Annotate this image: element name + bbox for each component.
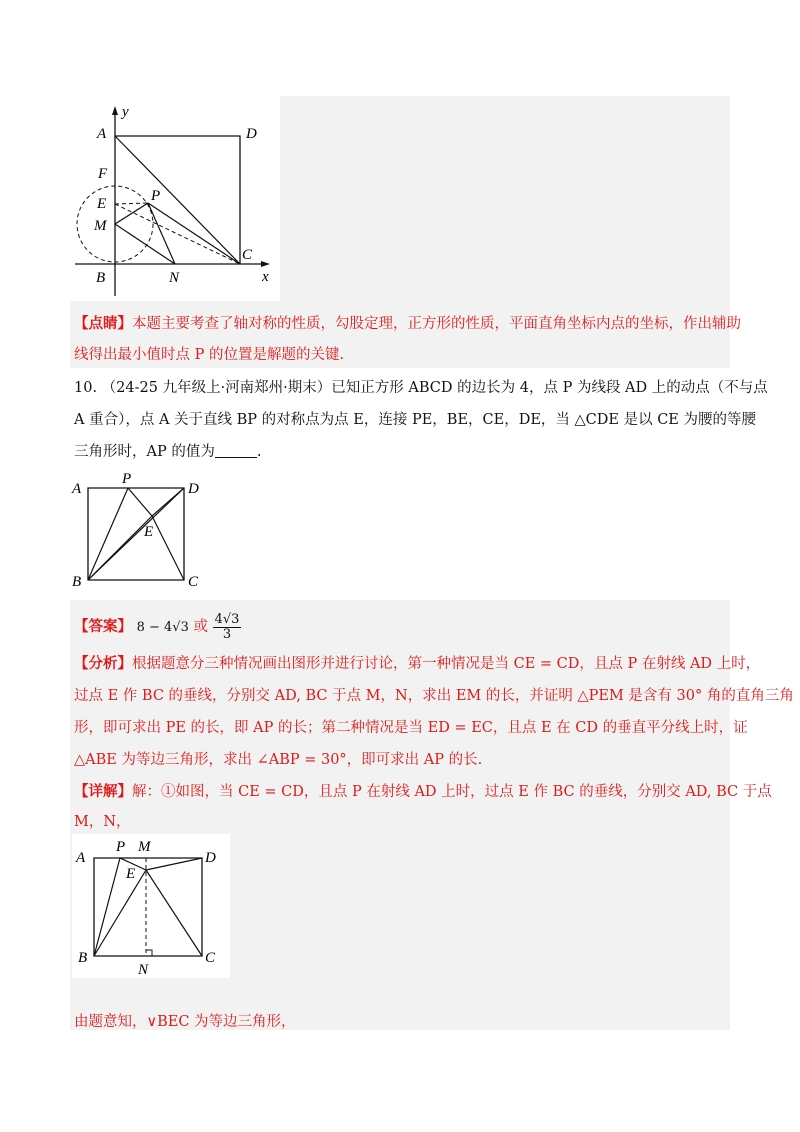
answer-blank: [215, 443, 257, 458]
detail-tag: 【详解】: [74, 783, 132, 800]
answer-or: 或: [193, 619, 208, 635]
label-C: C: [242, 247, 253, 263]
detail-conclusion: 由题意知，∨BEC 为等边三角形，: [74, 1014, 296, 1030]
comment-text-1: 本题主要考查了轴对称的性质，勾股定理，正方形的性质，平面直角坐标内点的坐标，作出辅助: [132, 316, 741, 332]
label-B: B: [96, 270, 106, 286]
detail-text-1: 解：①如图，当 CE = CD，且点 P 在射线 AD 上时，过点 E 作 BC 的垂线，分别交 AD, BC 于点: [132, 784, 772, 800]
analysis-line-2: 过点 E 作 BC 的垂线，分别交 AD, BC 于点 M，N，求出 EM 的长，并证明 △PEM 是含有 30° 角的直角三角: [74, 688, 794, 704]
label-P: P: [151, 188, 161, 204]
fig1-label-A: A: [72, 481, 82, 497]
problem-line-1: 10. （24-25 九年级上·河南郑州·期末）已知正方形 ABCD 的边长为 4，点 P 为线段 AD 上的动点（不与点: [74, 380, 768, 396]
answer-part1: 8 − 4√3: [136, 620, 189, 635]
label-A: A: [97, 126, 107, 142]
detail-figure: [72, 834, 230, 978]
answer-frac-den: 3: [222, 626, 232, 642]
fig1-label-B: B: [72, 574, 82, 590]
label-D: D: [246, 126, 257, 142]
detail-line-2: M，N，: [74, 814, 131, 830]
fig1-label-P: P: [122, 471, 132, 487]
fig1-label-C: C: [188, 574, 199, 590]
answer-frac-num: 4√3: [214, 611, 240, 627]
coordinate-figure: [70, 96, 280, 301]
problem-figure: [70, 470, 210, 592]
label-M: M: [94, 218, 107, 234]
problem-line-2: A 重合），点 A 关于直线 BP 的对称点为点 E，连接 PE，BE，CE，DE，当 △CDE 是以 CE 为腰的等腰: [74, 412, 756, 428]
fig1-label-D: D: [188, 481, 199, 497]
analysis-line-4: △ABE 为等边三角形，求出 ∠ABP = 30°，即可求出 AP 的长.: [74, 752, 483, 768]
analysis-line-3: 形，即可求出 PE 的长，即 AP 的长；第二种情况是当 ED = EC，且点 E 在 CD 的垂直平分线上时，证: [74, 720, 748, 736]
analysis-text-1: 根据题意分三种情况画出图形并进行讨论，第一种情况是当 CE = CD，且点 P 在射线 AD 上时，: [132, 656, 761, 672]
axis-label-y: y: [122, 104, 129, 120]
axis-label-x: x: [262, 269, 269, 285]
answer-tag: 【答案】: [74, 618, 132, 635]
comment-line-1: [74, 314, 741, 334]
label-F: F: [98, 166, 108, 182]
fig2-label-M: M: [138, 839, 151, 855]
label-N: N: [169, 270, 180, 286]
fig2-label-N: N: [138, 962, 149, 978]
fig2-label-P: P: [116, 839, 126, 855]
detail-line-1: [74, 782, 772, 802]
fig1-label-E: E: [144, 524, 154, 540]
comment-tag: 【点睛】: [74, 315, 132, 332]
fig2-label-C: C: [205, 950, 216, 966]
fig2-label-E: E: [126, 866, 136, 882]
fig2-label-B: B: [78, 950, 88, 966]
problem-line-3-end: .: [256, 444, 262, 460]
answer-line: [74, 612, 241, 643]
comment-line-2: 线得出最小值时点 P 的位置是解题的关键.: [74, 347, 345, 363]
label-E: E: [97, 196, 107, 212]
problem-line-3-text: 三角形时，AP 的值为: [74, 444, 215, 460]
fig2-label-A: A: [76, 850, 86, 866]
fig2-label-D: D: [205, 850, 216, 866]
analysis-tag: 【分析】: [74, 655, 132, 672]
analysis-line-1: [74, 654, 760, 674]
problem-line-3: [74, 442, 261, 462]
answer-fraction: [213, 613, 242, 642]
